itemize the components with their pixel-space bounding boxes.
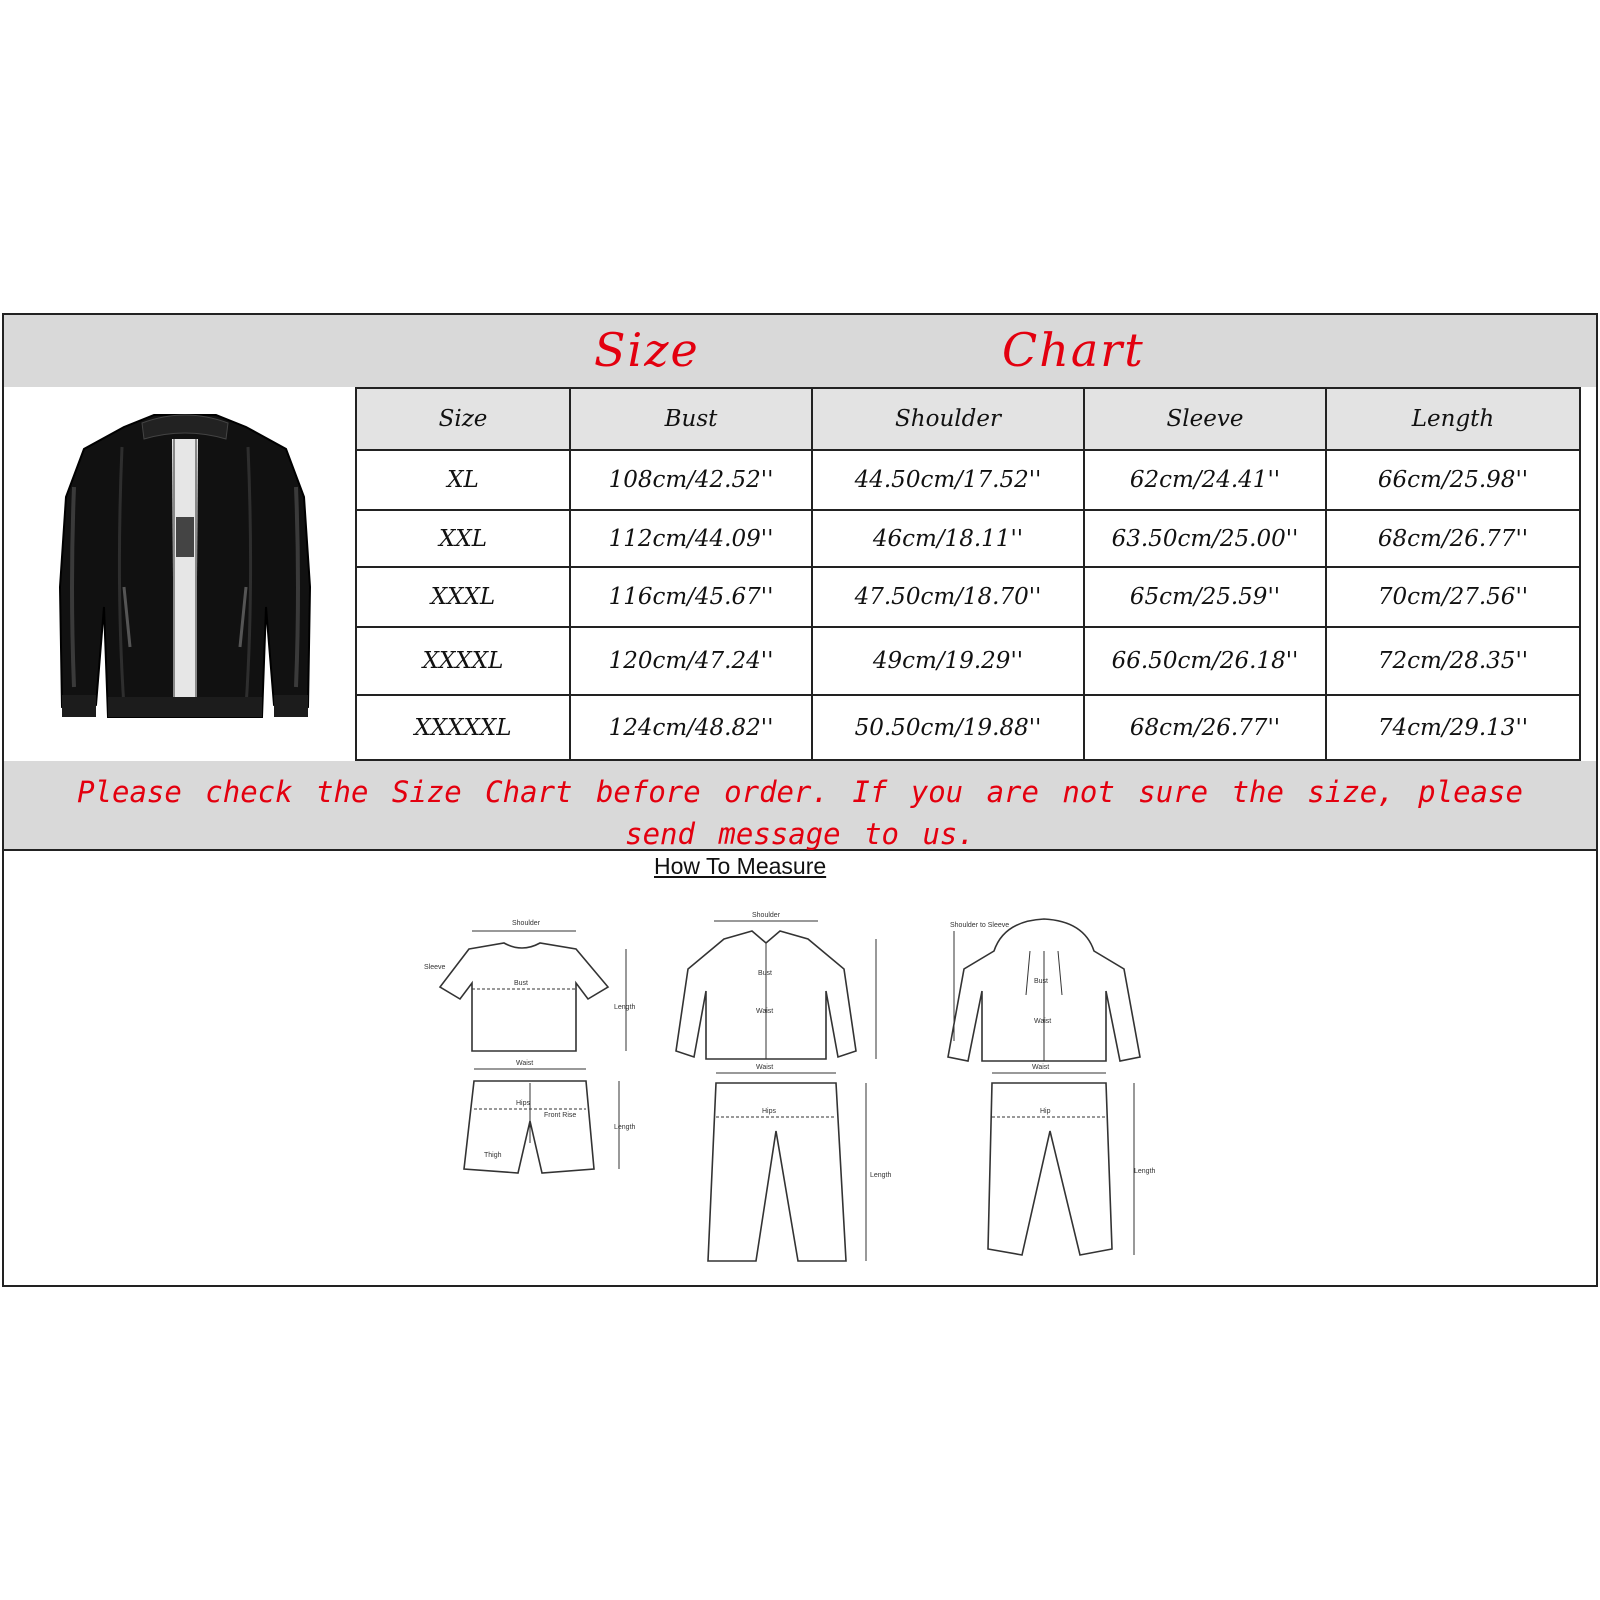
joggers-diagram	[988, 1064, 1156, 1255]
label-length: Length	[1134, 1168, 1156, 1175]
header-size: Size	[356, 388, 570, 450]
table-row	[356, 695, 1580, 760]
cell-bust: 116cm/45.67''	[570, 567, 812, 627]
cell-sleeve: 62cm/24.41''	[1084, 450, 1326, 510]
label-waist: Waist	[756, 1008, 774, 1015]
label-shoulder: Shoulder	[752, 912, 781, 919]
size-chart-card	[2, 313, 1598, 1287]
tshirt-diagram	[424, 920, 636, 1051]
cell-length: 72cm/28.35''	[1326, 627, 1580, 695]
cell-length: 66cm/25.98''	[1326, 450, 1580, 510]
cell-bust: 112cm/44.09''	[570, 510, 812, 567]
label-waist: Waist	[756, 1064, 774, 1071]
cell-shoulder: 46cm/18.11''	[812, 510, 1084, 567]
hoodie-diagram	[948, 919, 1140, 1061]
product-image	[4, 387, 356, 761]
size-table	[355, 387, 1581, 761]
cell-length: 68cm/26.77''	[1326, 510, 1580, 567]
header-length: Length	[1326, 388, 1580, 450]
label-waist: Waist	[1034, 1018, 1052, 1025]
cell-shoulder: 50.50cm/19.88''	[812, 695, 1084, 760]
header-sleeve: Sleeve	[1084, 388, 1326, 450]
table-header-row	[356, 388, 1580, 450]
title-chart: Chart	[1002, 323, 1145, 377]
cell-bust: 108cm/42.52''	[570, 450, 812, 510]
cell-shoulder: 44.50cm/17.52''	[812, 450, 1084, 510]
label-length: Length	[614, 1124, 636, 1131]
cell-length: 70cm/27.56''	[1326, 567, 1580, 627]
table-row	[356, 450, 1580, 510]
pants-diagram	[708, 1064, 892, 1261]
table-row	[356, 567, 1580, 627]
label-thigh: Thigh	[484, 1152, 502, 1159]
jacket-icon	[4, 387, 356, 761]
label-bust: Bust	[514, 980, 529, 987]
label-front-rise: Front Rise	[544, 1112, 577, 1119]
title-band	[4, 315, 1596, 387]
how-to-measure-title: How To Measure	[654, 853, 827, 879]
label-hips: Hips	[762, 1108, 777, 1115]
cell-size: XXL	[356, 510, 570, 567]
cell-size: XL	[356, 450, 570, 510]
cell-sleeve: 68cm/26.77''	[1084, 695, 1326, 760]
label-length: Length	[870, 1172, 892, 1179]
label-length: Length	[614, 1004, 636, 1011]
cell-size: XXXXL	[356, 627, 570, 695]
shorts-diagram	[464, 1060, 636, 1173]
shirt-diagram	[676, 912, 876, 1059]
label-hips: Hips	[516, 1100, 531, 1107]
how-to-measure-section	[4, 851, 1596, 1285]
cell-shoulder: 49cm/19.29''	[812, 627, 1084, 695]
label-bust: Bust	[758, 970, 773, 977]
header-shoulder: Shoulder	[812, 388, 1084, 450]
cell-sleeve: 63.50cm/25.00''	[1084, 510, 1326, 567]
cell-sleeve: 66.50cm/26.18''	[1084, 627, 1326, 695]
cell-shoulder: 47.50cm/18.70''	[812, 567, 1084, 627]
cell-size: XXXL	[356, 567, 570, 627]
header-bust: Bust	[570, 388, 812, 450]
size-notice-text: Please check the Size Chart before order. If you are not sure the size, please send message to us.	[77, 775, 1523, 851]
label-shoulder-to-sleeve: Shoulder to Sleeve	[950, 922, 1010, 929]
label-waist: Waist	[516, 1060, 534, 1067]
cell-sleeve: 65cm/25.59''	[1084, 567, 1326, 627]
cell-bust: 124cm/48.82''	[570, 695, 812, 760]
table-row	[356, 627, 1580, 695]
label-bust: Bust	[1034, 978, 1049, 985]
label-hip: Hip	[1040, 1108, 1051, 1115]
label-shoulder: Shoulder	[512, 920, 541, 927]
label-waist: Waist	[1032, 1064, 1050, 1071]
cell-size: XXXXXL	[356, 695, 570, 760]
label-sleeve: Sleeve	[424, 964, 446, 971]
table-row	[356, 510, 1580, 567]
cell-bust: 120cm/47.24''	[570, 627, 812, 695]
cell-length: 74cm/29.13''	[1326, 695, 1580, 760]
title-size: Size	[594, 323, 700, 377]
notice-band	[4, 761, 1596, 851]
measurement-diagram	[394, 891, 1194, 1281]
